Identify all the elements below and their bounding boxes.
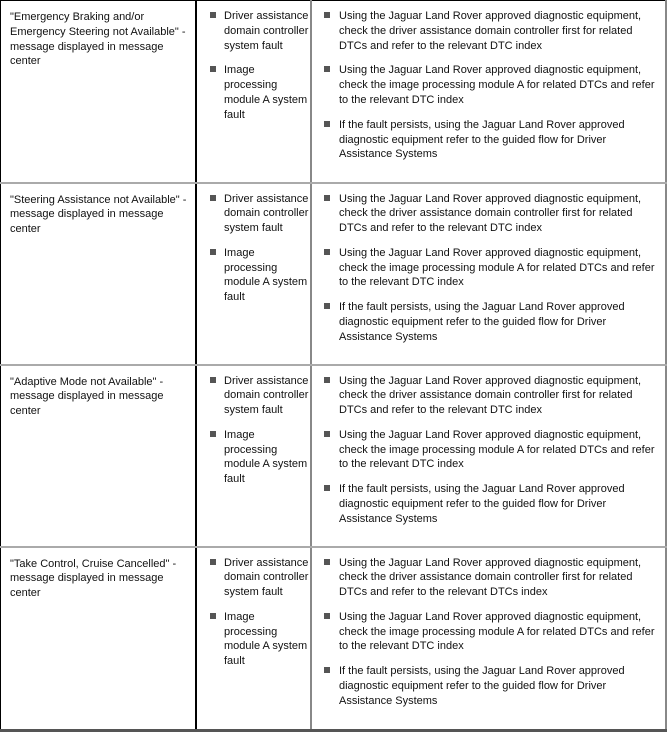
table-row <box>1 1 667 183</box>
list-item <box>197 556 310 600</box>
actions-list <box>312 192 657 345</box>
causes-list <box>197 192 310 306</box>
square-bullet-icon <box>210 377 216 383</box>
cause-text: Image processing module A system fault <box>224 246 308 304</box>
actions-cell <box>311 1 666 183</box>
actions-list <box>312 9 657 162</box>
causes-list <box>197 9 310 123</box>
list-item <box>312 246 657 290</box>
list-item <box>312 610 657 654</box>
table-row <box>1 365 667 547</box>
square-bullet-icon <box>324 66 330 72</box>
cause-text: Driver assistance domain controller system fault <box>224 192 309 235</box>
symptom-cell: "Adaptive Mode not Available" - message displayed in message center <box>1 365 197 547</box>
causes-cell <box>196 183 311 365</box>
list-item <box>312 63 657 107</box>
cause-text: Image processing module A system fault <box>224 428 308 486</box>
list-item <box>197 63 310 122</box>
action-text: Using the Jaguar Land Rover approved diagnostic equipment, check the image processing module A for related DTCs and refer to the relevant DTC index <box>339 610 655 653</box>
square-bullet-icon <box>210 195 216 201</box>
square-bullet-icon <box>210 66 216 72</box>
square-bullet-icon <box>324 431 330 437</box>
symptom-cell: "Emergency Braking and/or Emergency Steering not Available" - message displayed in message center <box>1 1 197 183</box>
action-text: Using the Jaguar Land Rover approved diagnostic equipment, check the image processing module A for related DTCs and refer to the relevant DTC index <box>339 428 655 471</box>
cause-text: Driver assistance domain controller system fault <box>224 10 309 52</box>
action-text: Using the Jaguar Land Rover approved diagnostic equipment, check the driver assistance domain controller first for related DTCs and refer to the relevant DTC index <box>339 374 642 417</box>
list-item <box>312 664 657 708</box>
list-item <box>312 192 657 236</box>
square-bullet-icon <box>324 12 330 18</box>
list-item <box>312 118 657 162</box>
square-bullet-icon <box>210 12 216 18</box>
square-bullet-icon <box>324 613 330 619</box>
action-text: If the fault persists, using the Jaguar Land Rover approved diagnostic equipment refer to the guided flow for Driver Assistance Systems <box>339 483 625 525</box>
actions-list <box>312 374 657 527</box>
action-text: Using the Jaguar Land Rover approved diagnostic equipment, check the driver assistance domain controller first for related DTCs and refer to the relevant DTCs index <box>339 556 642 599</box>
actions-cell <box>311 365 666 547</box>
causes-list <box>197 556 310 670</box>
action-text: Using the Jaguar Land Rover approved diagnostic equipment, check the driver assistance domain controller first for related DTCs and refer to the relevant DTC index <box>339 10 642 52</box>
list-item <box>312 300 657 344</box>
square-bullet-icon <box>210 559 216 565</box>
square-bullet-icon <box>210 249 216 255</box>
square-bullet-icon <box>324 559 330 565</box>
action-text: If the fault persists, using the Jaguar Land Rover approved diagnostic equipment refer to the guided flow for Driver Assistance Systems <box>339 665 625 707</box>
list-item <box>312 374 657 418</box>
action-text: Using the Jaguar Land Rover approved diagnostic equipment, check the image processing module A for related DTCs and refer to the relevant DTC index <box>339 64 655 106</box>
list-item <box>197 192 310 236</box>
list-item <box>197 246 310 305</box>
causes-cell <box>196 365 311 547</box>
list-item <box>197 374 310 418</box>
list-item <box>312 556 657 600</box>
causes-cell <box>196 1 311 183</box>
square-bullet-icon <box>324 121 330 127</box>
cause-text: Image processing module A system fault <box>224 610 308 668</box>
causes-cell <box>196 547 311 731</box>
list-item <box>197 9 310 53</box>
square-bullet-icon <box>324 485 330 491</box>
square-bullet-icon <box>324 195 330 201</box>
cause-text: Driver assistance domain controller system fault <box>224 374 309 417</box>
cause-text: Image processing module A system fault <box>224 64 308 121</box>
list-item <box>312 9 657 53</box>
actions-cell <box>311 547 666 731</box>
square-bullet-icon <box>210 613 216 619</box>
symptom-cell: "Steering Assistance not Available" - message displayed in message center <box>1 183 197 365</box>
actions-list <box>312 556 657 709</box>
action-text: Using the Jaguar Land Rover approved diagnostic equipment, check the driver assistance domain controller first for related DTCs and refer to the relevant DTC index <box>339 192 642 235</box>
square-bullet-icon <box>324 667 330 673</box>
list-item <box>312 482 657 526</box>
cause-text: Driver assistance domain controller system fault <box>224 556 309 599</box>
table-row <box>1 183 667 365</box>
list-item <box>197 428 310 487</box>
square-bullet-icon <box>324 377 330 383</box>
action-text: If the fault persists, using the Jaguar Land Rover approved diagnostic equipment refer to the guided flow for Driver Assistance Systems <box>339 118 625 161</box>
list-item <box>197 610 310 669</box>
action-text: If the fault persists, using the Jaguar Land Rover approved diagnostic equipment refer to the guided flow for Driver Assistance Systems <box>339 301 625 343</box>
table-row <box>1 547 667 731</box>
list-item <box>312 428 657 472</box>
causes-list <box>197 374 310 488</box>
actions-cell <box>311 183 666 365</box>
square-bullet-icon <box>324 249 330 255</box>
square-bullet-icon <box>210 431 216 437</box>
square-bullet-icon <box>324 303 330 309</box>
symptom-cell: "Take Control, Cruise Cancelled" - message displayed in message center <box>1 547 197 731</box>
action-text: Using the Jaguar Land Rover approved diagnostic equipment, check the image processing module A for related DTCs and refer to the relevant DTC index <box>339 246 655 289</box>
